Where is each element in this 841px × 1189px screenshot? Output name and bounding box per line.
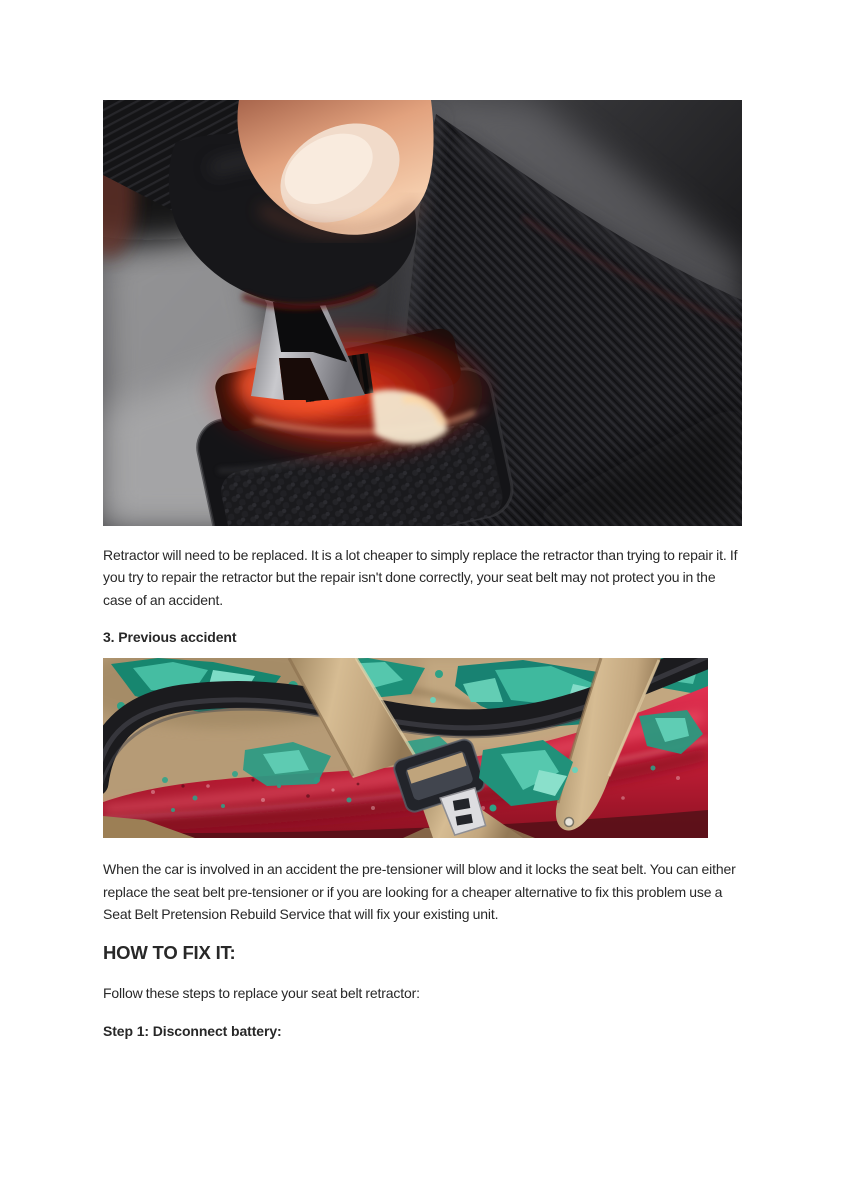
accident-scene-illustration xyxy=(103,658,708,838)
heading-previous-accident: 3. Previous accident xyxy=(103,629,237,646)
heading-how-to-fix: HOW TO FIX IT: xyxy=(103,942,236,964)
paragraph-follow-steps: Follow these steps to replace your seat belt retractor: xyxy=(103,985,420,1002)
seatbelt-buckle-photo xyxy=(103,100,742,526)
paragraph-pretensioner: When the car is involved in an accident the pre-tensioner will blow and it locks the seat belt. You can either replace the seat belt pre-tensioner or if you are looking for a cheaper alternative to fix this problem use a Seat Belt Pretension Rebuild Service that will fix your existing unit. xyxy=(103,861,736,923)
paragraph-retractor-replace: Retractor will need to be replaced. It is a lot cheaper to simply replace the retractor than trying to repair it. If you try to repair the retractor but the repair isn't done correctly, your seat belt may not protect you in the case of an accident. xyxy=(103,547,738,608)
seatbelt-buckle-illustration xyxy=(103,100,742,526)
heading-step-1: Step 1: Disconnect battery: xyxy=(103,1022,282,1039)
accident-scene-photo xyxy=(103,658,708,838)
